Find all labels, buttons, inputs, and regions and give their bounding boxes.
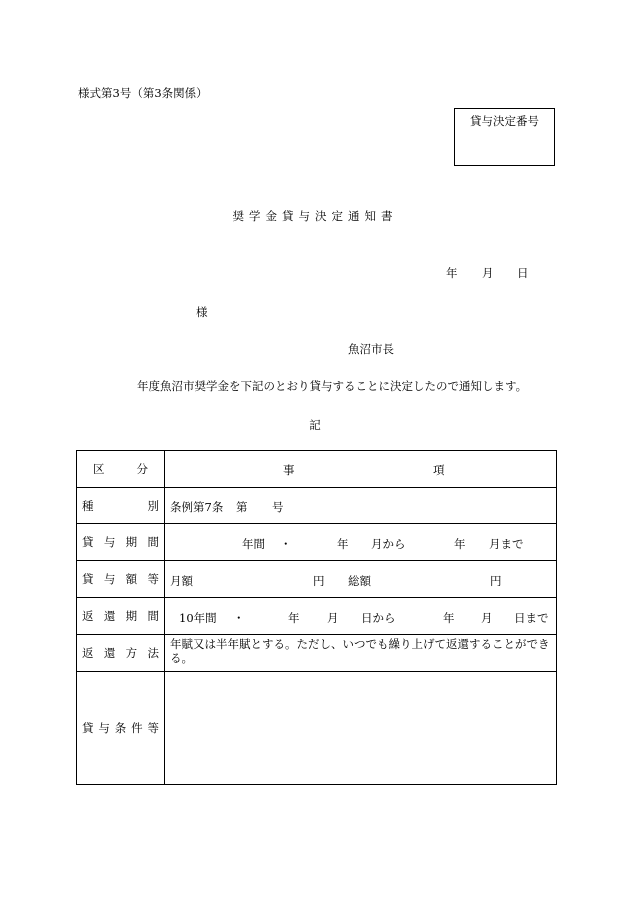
row-label-repay-method: 返 還 方 法 — [77, 635, 165, 672]
document-title: 奨学金貸与決定通知書 — [232, 209, 398, 223]
table-header-row — [77, 451, 557, 488]
row-value-repay-method: 年賦又は半年賦とする。ただし、いつでも繰り上げて返還することができる。 — [165, 635, 557, 672]
row-label-shubetsu: 種 別 — [77, 488, 165, 524]
date-year: 年 — [446, 266, 458, 280]
row-value-repay-period: 10年間 ・ 年 月 日から 年 月 日まで — [165, 598, 557, 635]
table-row — [77, 598, 557, 635]
loan-number-label: 貸与決定番号 — [470, 114, 539, 128]
date-month: 月 — [482, 266, 494, 280]
row-value-amount: 月額 円 総額 円 — [165, 561, 557, 598]
row-value-shubetsu: 条例第7条 第 号 — [165, 488, 557, 524]
header-jikou: 事 項 — [165, 451, 557, 488]
issuer: 魚沼市長 — [348, 342, 394, 356]
ki-heading: 記 — [309, 418, 321, 432]
table-row — [77, 672, 557, 785]
details-table — [76, 450, 557, 785]
body-text: 年度魚沼市奨学金を下記のとおり貸与することに決定したので通知します。 — [137, 379, 528, 393]
row-value-period: 年間 ・ 年 月から 年 月まで — [165, 524, 557, 561]
recipient-honorific: 様 — [196, 305, 208, 319]
row-value-conditions — [165, 672, 557, 785]
row-label-amount: 貸 与 額 等 — [77, 561, 165, 598]
header-kubun: 区 分 — [77, 451, 165, 488]
row-label-repay-period: 返 還 期 間 — [77, 598, 165, 635]
form-number: 様式第3号（第3条関係） — [78, 86, 208, 100]
table-row — [77, 488, 557, 524]
table-row — [77, 635, 557, 672]
loan-number-box — [454, 108, 555, 166]
row-label-period: 貸 与 期 間 — [77, 524, 165, 561]
row-label-conditions: 貸 与 条 件 等 — [77, 672, 165, 785]
table-row — [77, 561, 557, 598]
date-day: 日 — [517, 266, 529, 280]
table-row — [77, 524, 557, 561]
